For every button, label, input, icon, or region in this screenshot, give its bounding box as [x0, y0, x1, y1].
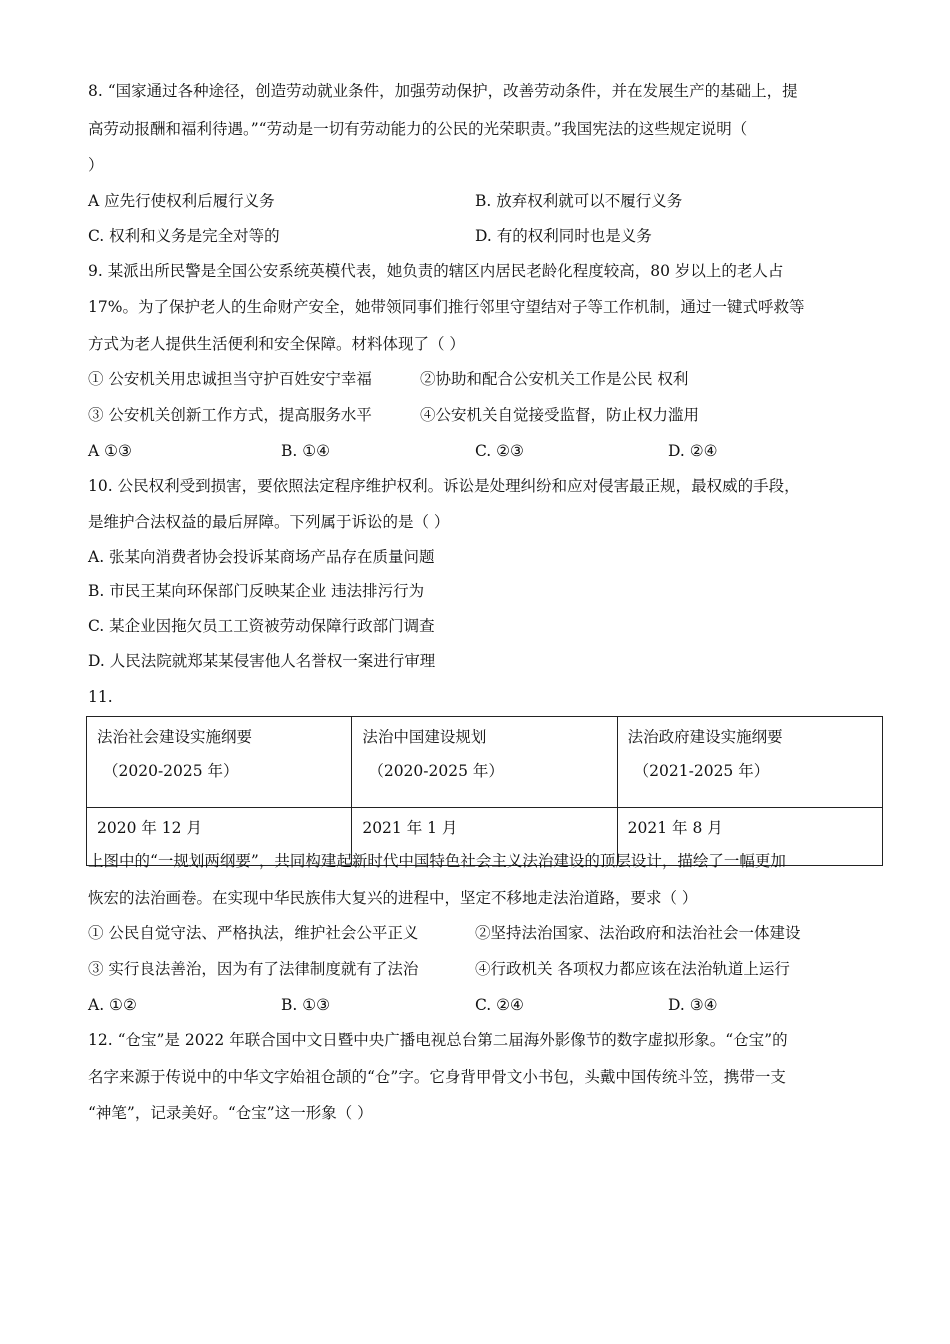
q11-option-d: D. ③④: [668, 996, 718, 1014]
q10-stem-line-1: 10. 公民权利受到损害，要依照法定程序维护权利。诉讼是处理纠纷和应对侵害最正规，最权威的手段，: [88, 477, 800, 495]
plan-table: [86, 716, 883, 866]
q9-option-d: D. ②④: [668, 442, 718, 460]
q11-option-a: A. ①②: [88, 996, 137, 1014]
q10-option-b: B. 市民王某向环保部门反映某企业 违法排污行为: [88, 582, 425, 600]
q11-statement-3: ③ 实行良法善治，因为有了法律制度就有了法治: [88, 960, 419, 978]
plan-title-2: 法治中国建设规划: [362, 728, 487, 746]
q11-stem-line-1: 上图中的“一规划两纲要”，共同构建起新时代中国特色社会主义法治建设的顶层设计，描绘了一幅更加: [88, 852, 786, 870]
q11-number: 11.: [88, 688, 113, 706]
q11-statement-4: ④行政机关 各项权力都应该在法治轨道上运行: [475, 960, 790, 978]
q9-statement-3: ③ 公安机关创新工作方式，提高服务水平: [88, 406, 372, 424]
q9-statement-1: ① 公安机关用忠诚担当守护百姓安宁幸福: [88, 370, 372, 388]
q12-stem-line-3: “神笔”，记录美好。“仓宝”这一形象（ ）: [88, 1104, 373, 1122]
plan-cell-2: [352, 717, 617, 808]
q8-option-d: D. 有的权利同时也是义务: [475, 227, 652, 245]
plan-table-header-row: [87, 717, 883, 808]
plan-title-1: 法治社会建设实施纲要: [97, 728, 253, 746]
q8-option-c: C. 权利和义务是完全对等的: [88, 227, 280, 245]
q11-option-c: C. ②④: [475, 996, 524, 1014]
q11-option-b: B. ①③: [281, 996, 331, 1014]
q9-stem-line-1: 9. 某派出所民警是全国公安系统英模代表，她负责的辖区内居民老龄化程度较高，80 岁以上的老人占: [88, 262, 784, 280]
q9-option-a: A ①③: [88, 442, 132, 460]
plan-period-3: （2021-2025 年）: [633, 762, 770, 780]
plan-period-1: （2020-2025 年）: [103, 762, 239, 780]
plan-date-3: 2021 年 8 月: [617, 808, 882, 866]
q8-option-a: A 应先行使权利后履行义务: [88, 192, 275, 210]
plan-date-1: 2020 年 12 月: [87, 808, 352, 866]
q8-stem-line-1: 8. “国家通过各种途径，创造劳动就业条件，加强劳动保护，改善劳动条件，并在发展生产的基础上，提: [88, 82, 798, 100]
plan-title-3: 法治政府建设实施纲要: [627, 728, 783, 746]
q11-statement-2: ②坚持法治国家、法治政府和法治社会一体建设: [475, 924, 801, 942]
q10-option-c: C. 某企业因拖欠员工工资被劳动保障行政部门调查: [88, 617, 435, 635]
q10-option-d: D. 人民法院就郑某某侵害他人名誉权一案进行审理: [88, 652, 436, 670]
q8-stem-line-3: ）: [88, 156, 104, 174]
q8-stem-line-2: 高劳动报酬和福利待遇。”“劳动是一切有劳动能力的公民的光荣职责。”我国宪法的这些规定说明（: [88, 120, 748, 138]
plan-cell-1: [87, 717, 352, 808]
plan-period-2: （2020-2025 年）: [368, 762, 504, 780]
q9-statement-2: ②协助和配合公安机关工作是公民 权利: [420, 370, 689, 388]
plan-date-2: 2021 年 1 月: [352, 808, 617, 866]
q9-stem-line-3: 方式为老人提供生活便利和安全保障。材料体现了（ ）: [88, 335, 465, 353]
q9-option-c: C. ②③: [475, 442, 524, 460]
q11-statement-1: ① 公民自觉守法、严格执法，维护社会公平正义: [88, 924, 419, 942]
q12-stem-line-1: 12. “仓宝”是 2022 年联合国中文日暨中央广播电视总台第二届海外影像节的数字虚拟形象。“仓宝”的: [88, 1031, 788, 1049]
q9-option-b: B. ①④: [281, 442, 331, 460]
q11-stem-line-2: 恢宏的法治画卷。在实现中华民族伟大复兴的进程中，坚定不移地走法治道路，要求（ ）: [88, 889, 698, 907]
plan-cell-3: [617, 717, 882, 808]
q9-stem-line-2: 17%。为了保护老人的生命财产安全，她带领同事们推行邻里守望结对子等工作机制，通过一键式呼救等: [88, 298, 805, 316]
q12-stem-line-2: 名字来源于传说中的中华文字始祖仓颉的“仓”字。它身背甲骨文小书包，头戴中国传统斗笠，携带一支: [88, 1068, 786, 1086]
q9-statement-4: ④公安机关自觉接受监督，防止权力滥用: [420, 406, 700, 424]
q8-option-b: B. 放弃权利就可以不履行义务: [475, 192, 683, 210]
q10-stem-line-2: 是维护合法权益的最后屏障。下列属于诉讼的是（ ）: [88, 513, 450, 531]
q10-option-a: A. 张某向消费者协会投诉某商场产品存在质量问题: [88, 548, 435, 566]
